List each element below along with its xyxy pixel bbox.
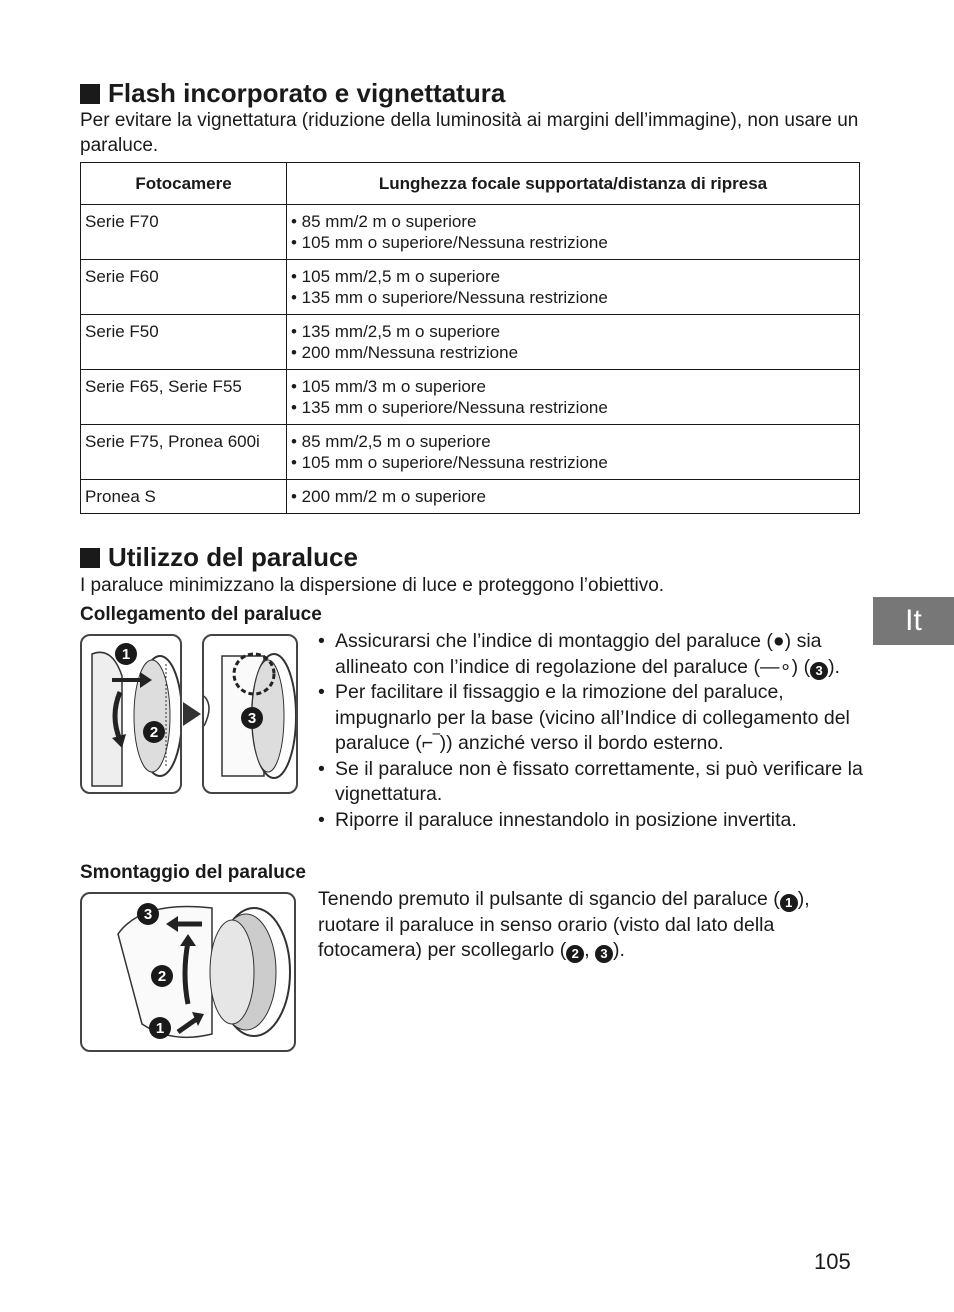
step-3-badge: 3 bbox=[247, 710, 257, 727]
attach-subtitle: Collegamento del paraluce bbox=[80, 604, 322, 625]
section-title-hood: Utilizzo del paraluce bbox=[80, 542, 358, 573]
table-row bbox=[81, 260, 860, 315]
step-3-badge: 3 bbox=[595, 945, 613, 963]
step-2-badge: 2 bbox=[157, 968, 167, 985]
step-1-badge: 1 bbox=[155, 1020, 165, 1037]
lens-hood-aligned-illustration bbox=[204, 636, 296, 792]
list-item: • Assicurarsi che l’indice di montaggio del paraluce (●) sia allineato con l’indice di regolazione del paraluce (—∘) ( 3 ). bbox=[318, 629, 863, 680]
attach-bullet-list bbox=[318, 629, 863, 833]
step-2-badge: 2 bbox=[149, 724, 159, 741]
step-1-badge: 1 bbox=[121, 646, 131, 663]
detach-text: Tenendo premuto il pulsante di sgancio del paraluce ( 1 ), ruotare il paraluce in senso orario (visto dal lato della fotocamera) per scollegarlo ( 2 , 3 ). bbox=[318, 888, 810, 961]
step-1-badge: 1 bbox=[780, 894, 798, 912]
table-cell-camera: Serie F50 bbox=[81, 315, 287, 370]
square-bullet-icon bbox=[80, 84, 100, 104]
adjust-index-icon: —∘ bbox=[759, 655, 792, 678]
table-cell-focal: • 85 mm/2,5 m o superiore • 105 mm o superiore/Nessuna restrizione bbox=[287, 425, 860, 480]
square-bullet-icon bbox=[80, 548, 100, 568]
list-item: • Se il paraluce non è fissato correttamente, si può verificare la vignettatura. bbox=[318, 757, 863, 808]
list-item: • Riporre il paraluce innestandolo in posizione invertita. bbox=[318, 808, 863, 834]
list-item: • Per facilitare il fissaggio e la rimozione del paraluce, impugnarlo per la base (vicino all’Indice di collegamento del paraluce (⌐‾)) anziché verso il bordo esterno. bbox=[318, 680, 863, 757]
table-cell-camera: Pronea S bbox=[81, 480, 287, 514]
table-row bbox=[81, 370, 860, 425]
table-row bbox=[81, 205, 860, 260]
table-cell-focal: • 135 mm/2,5 m o superiore • 200 mm/Nessuna restrizione bbox=[287, 315, 860, 370]
step-2-badge: 2 bbox=[566, 945, 584, 963]
section-title-flash: Flash incorporato e vignettatura bbox=[80, 78, 505, 109]
lens-hood-rotate-illustration bbox=[82, 636, 180, 792]
table-cell-focal: • 200 mm/2 m o superiore bbox=[287, 480, 860, 514]
table-cell-camera: Serie F75, Pronea 600i bbox=[81, 425, 287, 480]
table-header: Fotocamere bbox=[81, 163, 287, 205]
page-number: 105 bbox=[814, 1249, 851, 1274]
step-3-badge: 3 bbox=[143, 906, 153, 923]
arrow-right-icon bbox=[183, 702, 201, 726]
table-cell-camera: Serie F60 bbox=[81, 260, 287, 315]
table-header: Lunghezza focale supportata/distanza di ripresa bbox=[287, 163, 860, 205]
attach-index-icon: ⌐‾ bbox=[421, 732, 440, 754]
table-row bbox=[81, 480, 860, 514]
step-3-badge: 3 bbox=[810, 662, 828, 680]
language-tab: It bbox=[873, 597, 954, 645]
detach-subtitle: Smontaggio del paraluce bbox=[80, 862, 306, 883]
attach-illustration-1 bbox=[80, 634, 182, 794]
detach-illustration bbox=[80, 892, 296, 1052]
lens-hood-release-illustration bbox=[82, 894, 294, 1050]
table-header-row bbox=[81, 163, 860, 205]
table-cell-camera: Serie F65, Serie F55 bbox=[81, 370, 287, 425]
hood-intro: I paraluce minimizzano la dispersione di luce e proteggono l’obiettivo. bbox=[80, 575, 665, 596]
table-row bbox=[81, 425, 860, 480]
table-cell-focal: • 105 mm/2,5 m o superiore • 135 mm o superiore/Nessuna restrizione bbox=[287, 260, 860, 315]
table-row bbox=[81, 315, 860, 370]
attach-illustration-2 bbox=[202, 634, 298, 794]
table-cell-focal: • 85 mm/2 m o superiore • 105 mm o superiore/Nessuna restrizione bbox=[287, 205, 860, 260]
flash-intro: Per evitare la vignettatura (riduzione della luminosità ai margini dell’immagine), non usare un paraluce. bbox=[80, 110, 859, 156]
table-cell-camera: Serie F70 bbox=[81, 205, 287, 260]
mount-index-dot-icon: ● bbox=[772, 630, 785, 652]
compatibility-table bbox=[80, 162, 860, 514]
table-cell-focal: • 105 mm/3 m o superiore • 135 mm o superiore/Nessuna restrizione bbox=[287, 370, 860, 425]
